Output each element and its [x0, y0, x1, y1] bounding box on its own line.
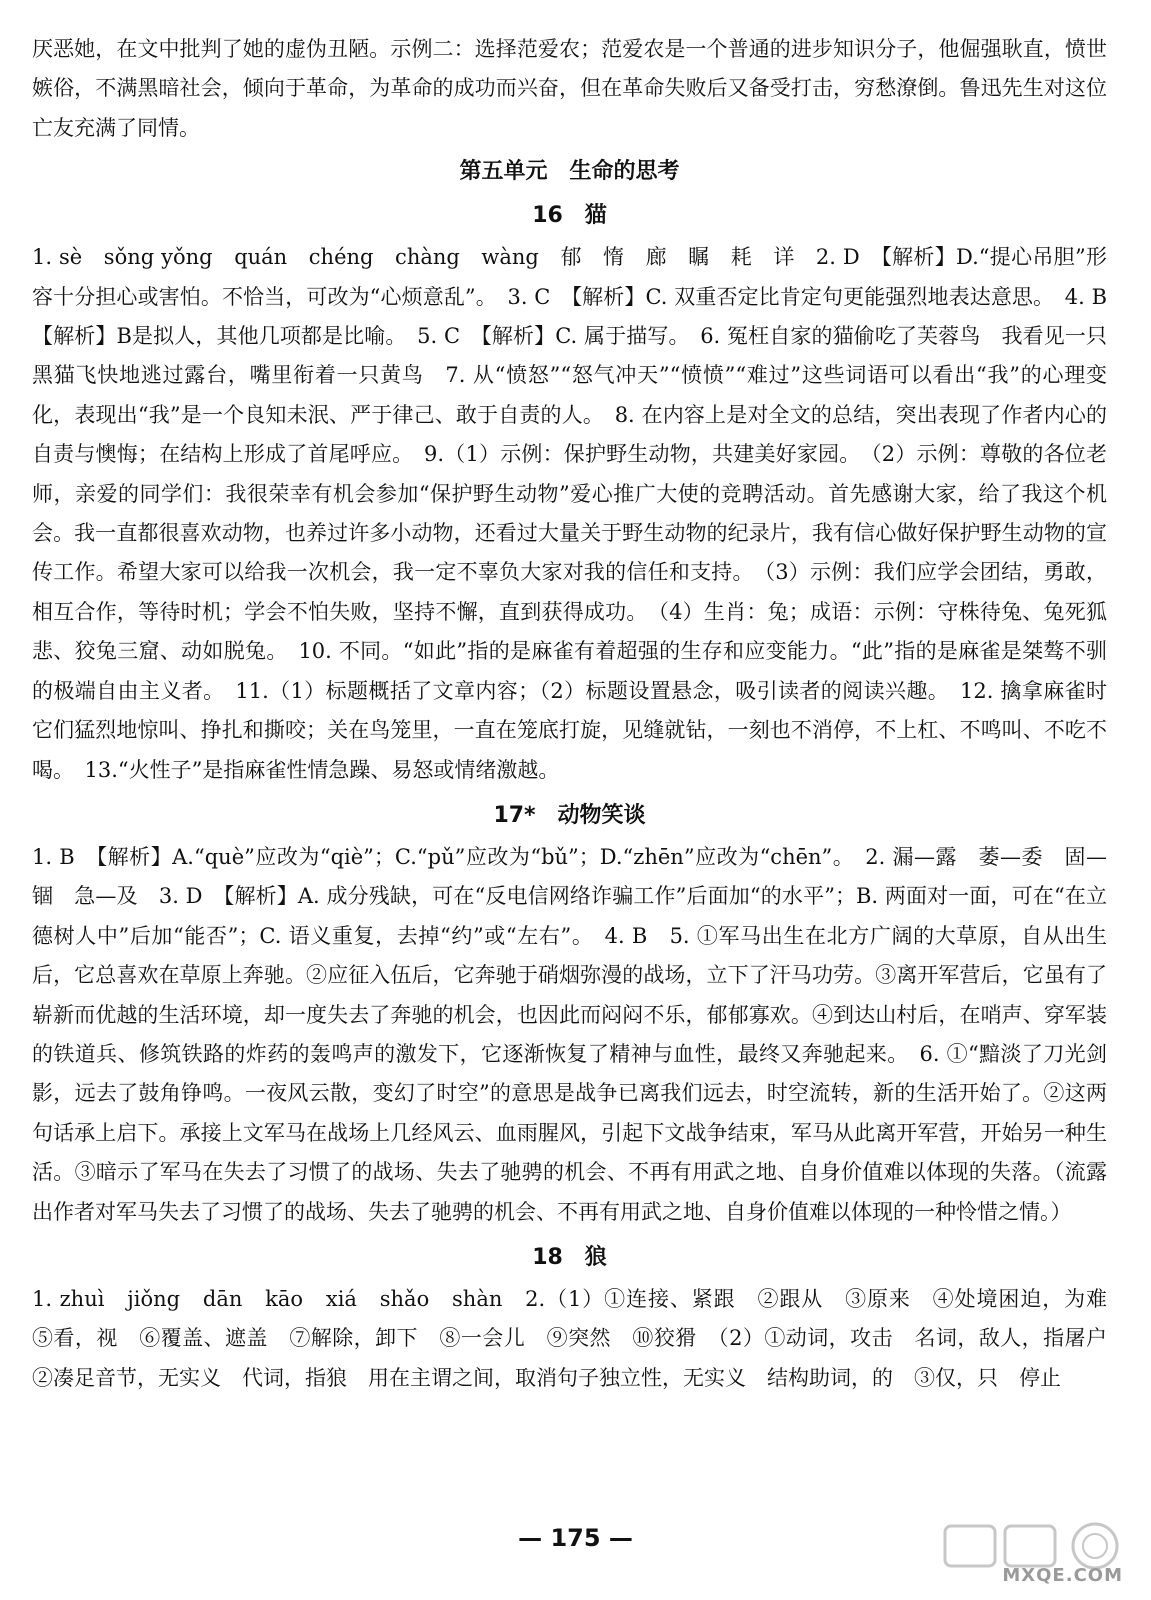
intro-paragraph: 厌恶她，在文中批判了她的虚伪丑陋。示例二：选择范爱农；范爱农是一个普通的进步知识分子，他倔强耿直，愤世嫉俗，不满黑暗社会，倾向于革命，为革命的成功而兴奋，但在革命失败后又备受打击，穷愁潦倒。鲁迅先生对这位亡友充满了同情。: [32, 37, 1107, 140]
lesson-18-answers: 1. zhuì jiǒng dān kāo xiá shǎo shàn 2.（1）①连接、紧跟 ②跟从 ③原来 ④处境困迫，为难 ⑤看，视 ⑥覆盖、遮盖 ⑦解除，卸下 ⑧一会儿 ⑨突然 ⑩狡猾 （2）①动词，攻击 名词，敌人，指屠户 ②凑足音节，无实义 代词，指狼 用在主谓之间，取消句子独立性，无实义 结构助词，的 ③仅，只 停止: [32, 1286, 1128, 1390]
watermark-site: MXQE.COM: [1002, 1565, 1123, 1586]
page-number: — 175 —: [518, 1524, 633, 1552]
lesson-17-answers: 1. B 【解析】A.“què”应改为“qiè”；C.“pǔ”应改为“bǔ”；D.“zhēn”应改为“chēn”。 2. 漏—露 萎—委 固—锢 急—及 3. D 【解析】A. 成分残缺，可在“反电信网络诈骗工作”后面加“的水平”；B. 两面对一面，可在“在立德树人中”后加“能否”；C. 语义重复，去掉“约”或“左右”。 4. B 5. ①军马出生在北方广阔的大草原，自从出生后，它总喜欢在草原上奔驰。②应征入伍后，它奔驰于硝烟弥漫的战场，立下了汗马功劳。③离开军营后，它虽有了崭新而优越的生活环境，却一度失去了奔驰的机会，也因此而闷闷不乐，郁郁寡欢。④到达山村后，在哨声、穿军装的铁道兵、修筑铁路的炸药的轰鸣声的激发下，它逐渐恢复了精神与血性，最终又奔驰起来。 6. ①“黯淡了刀光剑影，远去了鼓角铮鸣。一夜风云散，变幻了时空”的意思是战争已离我们远去，时空流转，新的生活开始了。②这两句话承上启下。承接上文军马在战场上几经风云、血雨腥风，引起下文战争结束，军马从此离开军营，开始另一种生活。③暗示了军马在失去了习惯了的战场、失去了驰骋的机会、不再有用武之地、自身价值难以体现的失落。（流露出作者对军马失去了习惯了的战场、失去了驰骋的机会、不再有用武之地、自身价值难以体现的一种怜惜之情。）: [32, 844, 1107, 1224]
lesson-title-16: 16 猫: [532, 203, 607, 229]
document-page: [32, 30, 1128, 1398]
lesson-title-17: 17* 动物笑谈: [493, 802, 646, 828]
unit-title: 第五单元 生命的思考: [459, 159, 680, 185]
lesson-title-18: 18 狼: [532, 1244, 607, 1270]
lesson-16-answers: 1. sè sǒng yǒng quán chéng chàng wàng 郁 惰 廊 瞩 耗 详 2. D 【解析】D.“提心吊胆”形容十分担心或害怕。不恰当，可改为“心烦意乱”。 3. C 【解析】C. 双重否定比肯定句更能强烈地表达意思。 4. B 【解析】B是拟人，其他几项都是比喻。 5. C 【解析】C. 属于描写。 6. 冤枉自家的猫偷吃了芙蓉鸟 我看见一只黑猫飞快地逃过露台，嘴里衔着一只黄鸟 7. 从“愤怒”“怒气冲天”“愤愤”“难过”这些词语可以看出“我”的心理变化，表现出“我”是一个良知未泯、严于律己、敢于自责的人。 8. 在内容上是对全文的总结，突出表现了作者内心的自责与懊悔；在结构上形成了首尾呼应。 9.（1）示例：保护野生动物，共建美好家园。 （2）示例：尊敬的各位老师，亲爱的同学们：我很荣幸有机会参加“保护野生动物”爱心推广大使的竞聘活动。首先感谢大家，给了我这个机会。我一直都很喜欢动物，也养过许多小动物，还看过大量关于野生动物的纪录片，我有信心做好保护野生动物的宣传工作。希望大家可以给我一次机会，我一定不辜负大家对我的信任和支持。 （3）示例：我们应学会团结，勇敢，相互合作，等待时机；学会不怕失败，坚持不懈，直到获得成功。 （4）生肖：兔；成语：示例：守株待兔、兔死狐悲、狡兔三窟、动如脱兔。 10. 不同。“如此”指的是麻雀有着超强的生存和应变能力。“此”指的是麻雀是桀骜不驯的极端自由主义者。 11.（1）标题概括了文章内容；（2）标题设置悬念，吸引读者的阅读兴趣。 12. 擒拿麻雀时它们猛烈地惊叫、挣扎和撕咬；关在鸟笼里，一直在笼底打旋，见缝就钻，一刻也不消停，不上杠、不鸣叫、不吃不喝。 13.“火性子”是指麻雀性情急躁、易怒或情绪激越。: [32, 245, 1128, 782]
